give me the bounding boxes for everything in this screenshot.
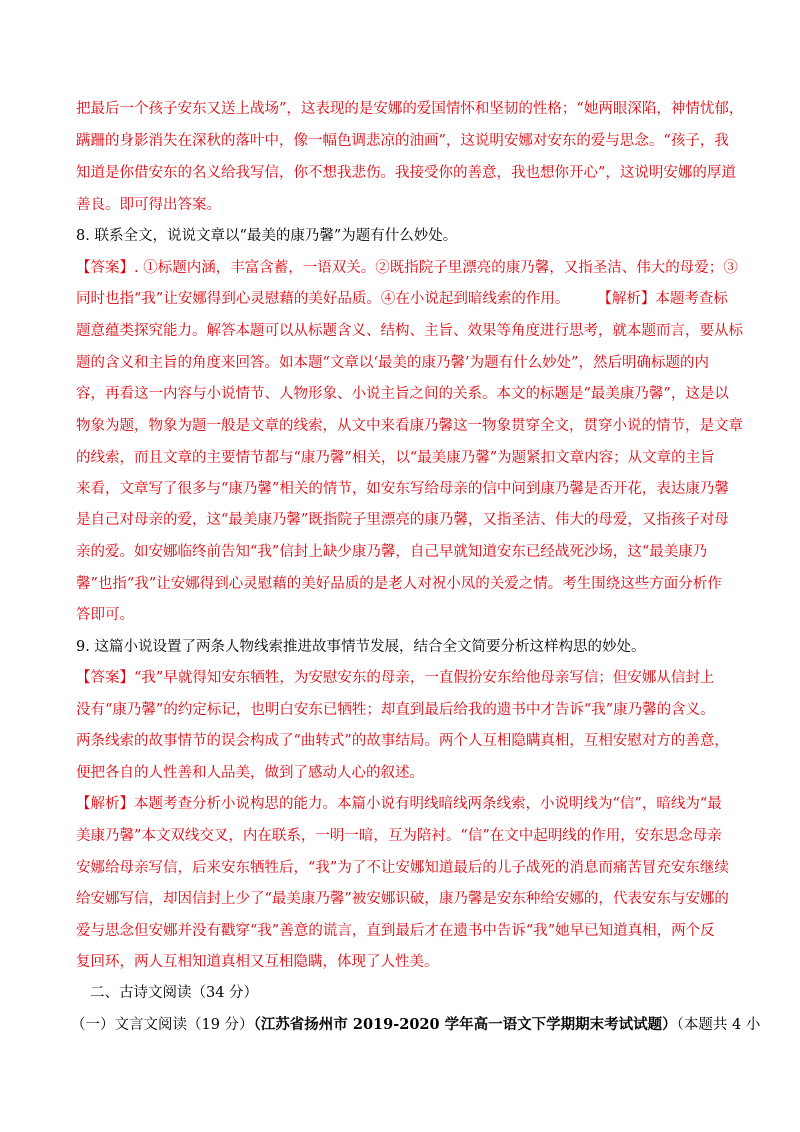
text-line [76, 443, 728, 473]
text-line [76, 916, 728, 946]
text-segment: 8. 联系全文，说说文章以“最美的康乃馨”为题有什么妙处。 [76, 228, 458, 244]
text-line [76, 853, 728, 883]
text-segment: 的线索，而且文章的主要情节都与“康乃馨”相关，以“最美康乃馨”为题紧扣文章内容；从文章的主旨 [76, 450, 715, 466]
text-line [76, 695, 728, 725]
text-segment: 馨”也指“我”让安娜得到心灵慰藉的美好品质的是老人对祝小凤的关爱之情。考生围绕这些方面分析作 [76, 576, 722, 592]
text-line [76, 221, 728, 251]
text-segment: 知道是你借安东的名义给我写信，你不想我悲伤。我接受你的善意，我也想你开心”，这说明安娜的厚道 [76, 165, 736, 181]
text-line [76, 884, 728, 914]
text-segment: 没有“康乃馨”的约定标记，也明白安东已牺牲；却直到最后给我的遗书中才告诉“我”康乃馨的含义。 [76, 702, 715, 718]
text-line [76, 600, 728, 630]
text-segment: 二、古诗文阅读（34 分） [90, 985, 259, 1001]
text-segment: 【解析】 [597, 291, 656, 307]
text-segment: 【答案】 [76, 670, 134, 686]
text-line [76, 947, 728, 977]
text-line [76, 316, 743, 346]
text-segment: 复回环，两人互相知道真相又互相隐瞒，体现了人性美。 [76, 954, 439, 970]
text-segment: 安娜给母亲写信，后来安东牺牲后，“我”为了不让安娜知道最后的儿子战死的消息而痛苦冒充安东继续 [76, 860, 729, 876]
text-segment: 把最后一个孩子安东又送上战场”，这表现的是安娜的爱国情怀和坚韧的性格；“她两眼深陷，神情忧郁， [76, 101, 744, 117]
text-segment: 善良。即可得出答案。 [76, 197, 221, 213]
text-segment: （江苏省扬州市 2019-2020 学年高一语文下学期期末考试试题） [253, 1016, 677, 1033]
text-segment: 容，再看这一内容与小说情节、人物形象、小说主旨之间的关系。本文的标题是“最美康乃馨”，这是以 [76, 386, 729, 402]
text-segment: 蹒跚的身影消失在深秋的落叶中，像一幅色调悲凉的油画”，这说明安娜对安东的爱与思念。“孩子，我 [76, 133, 729, 149]
text-segment: 题意蕴类探究能力。解答本题可以从标题含义、结构、主旨、效果等角度进行思考，就本题而言，要从标 [76, 323, 743, 339]
text-segment: 美康乃馨”本文双线交叉，内在联系，一明一暗，互为陪衬。“信”在文中起明线的作用，安东思念母亲 [76, 828, 722, 844]
text-segment: 本题考查分析小说构思的能力。本篇小说有明线暗线两条线索，小说明线为“信”，暗线为“最 [134, 796, 722, 812]
text-segment: 9. 这篇小说设置了两条人物线索推进故事情节发展，结合全文简要分析这样构思的妙处。 [76, 639, 646, 655]
text-line [71, 1010, 761, 1040]
text-segment: “我”早就得知安东牺牲，为安慰安东的母亲，一直假扮安东给他母亲写信；但安娜从信封上 [134, 670, 715, 686]
text-segment: 同时也指“我”让安娜得到心灵慰藉的美好品质。④在小说起到暗线索的作用。 [76, 291, 570, 307]
text-line [76, 758, 728, 788]
text-segment: 是自己对母亲的爱，这“最美康乃馨”既指院子里漂亮的康乃馨，又指圣洁、伟大的母爱，又指孩子对母 [76, 512, 729, 528]
text-line [76, 821, 728, 851]
text-segment: 爱与思念但安娜并没有戳穿“我”善意的谎言，直到最后才在遗书中告诉“我”她早已知道真相，两个反 [76, 923, 715, 939]
text-segment: 物象为题，物象为题一般是文章的线索，从文中来看康乃馨这一物象贯穿全文，贯穿小说的情节，是文章 [76, 418, 743, 434]
text-segment: 给安娜写信，却因信封上少了“最美康乃馨”被安娜识破，康乃馨是安东种给安娜的，代表安东与安娜的 [76, 891, 729, 907]
text-line [76, 284, 728, 314]
text-line [76, 94, 744, 124]
text-line [90, 978, 742, 1008]
text-line [76, 190, 728, 220]
text-line [76, 632, 728, 662]
text-line [76, 253, 738, 283]
text-line [76, 789, 728, 819]
text-line [76, 379, 728, 409]
text-line [76, 348, 728, 378]
text-line [76, 537, 728, 567]
text-line [76, 411, 743, 441]
text-segment: 来看，文章写了很多与“康乃馨”相关的情节，如安东写给母亲的信中问到康乃馨是否开花，表达康乃馨 [76, 481, 729, 497]
text-line [76, 663, 728, 693]
text-segment: . ①标题内涵，丰富含蓄，一语双关。②既指院子里漂亮的康乃馨，又指圣洁、伟大的母爱；③ [134, 260, 738, 276]
text-line [76, 505, 728, 535]
text-segment: 答即可。 [76, 607, 134, 623]
text-line [76, 569, 728, 599]
text-segment: 便把各自的人性善和人品美，做到了感动人心的叙述。 [76, 765, 424, 781]
text-segment: 亲的爱。如安娜临终前告知“我”信封上缺少康乃馨，自己早就知道安东已经战死沙场，这“最美康乃 [76, 544, 708, 560]
text-segment: 题的含义和主旨的角度来回答。如本题“文章以‘最美的康乃馨’为题有什么妙处”，然后明确标题的内 [76, 355, 710, 371]
text-segment: 本题考查标 [655, 291, 728, 307]
text-segment: 【解析】 [76, 796, 134, 812]
text-line [76, 126, 728, 156]
text-line [76, 726, 728, 756]
text-line [76, 158, 736, 188]
text-segment: 两条线索的故事情节的误会构成了“曲转式”的故事结局。两个人互相隐瞒真相，互相安慰对方的善意， [76, 733, 729, 749]
text-line [76, 474, 728, 504]
text-segment: （本题共 4 小 [676, 1017, 761, 1033]
text-segment: 【答案】 [76, 260, 134, 276]
text-segment: （一）文言文阅读（19 分） [71, 1017, 254, 1033]
